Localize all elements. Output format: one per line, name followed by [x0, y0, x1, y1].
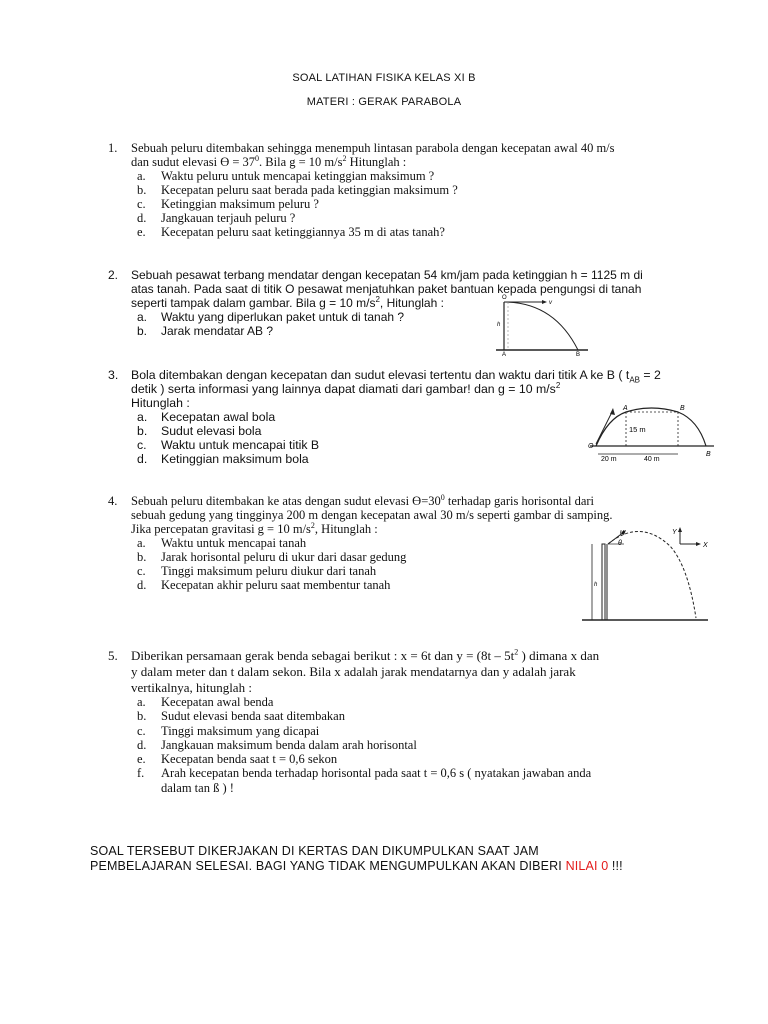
list-item: a. Waktu untuk mencapai tanah: [137, 536, 307, 550]
label-b: B: [576, 352, 581, 356]
question-4-line-2: sebuah gedung yang tingginya 200 m dengan kecepatan awal 30 m/s seperti gambar di samping.: [131, 508, 613, 522]
label-h: h: [497, 322, 501, 328]
figure-building-projectile: [580, 526, 712, 624]
question-2-line-1: Sebuah pesawat terbang mendatar dengan kecepatan 54 km/jam pada ketinggian h = 1125 m di: [131, 268, 643, 282]
closing-line-1: SOAL TERSEBUT DIKERJAKAN DI KERTAS DAN DIKUMPULKAN SAAT JAM: [90, 844, 539, 858]
label-v: v: [549, 300, 552, 306]
list-item: d. Jangkauan maksimum benda dalam arah horisontal: [137, 737, 417, 752]
y-arrowhead: [678, 527, 682, 532]
list-item: b. Jarak horisontal peluru di ukur dari dasar gedung: [137, 550, 407, 564]
label-a: A: [502, 352, 507, 356]
figure-ball-trajectory: [586, 396, 716, 462]
doc-title: SOAL LATIHAN FISIKA KELAS XI B: [292, 72, 476, 84]
list-item: a. Kecepatan awal bola: [137, 410, 276, 424]
list-item: f. Arah kecepatan benda terhadap horisontal pada saat t = 0,6 s ( nyatakan jawaban anda: [137, 766, 592, 781]
figure-airplane-drop: [492, 292, 592, 356]
list-item: e. Kecepatan benda saat t = 0,6 sekon: [137, 752, 338, 767]
label-o: O: [588, 443, 594, 450]
question-1-line-1: Sebuah peluru ditembakan sehingga menempuh lintasan parabola dengan kecepatan awal 40 m/s: [131, 141, 615, 155]
question-3-line-3: Hitunglah :: [131, 396, 190, 410]
question-5-line-3: vertikalnya, hitunglah :: [131, 680, 252, 695]
closing-line-2: PEMBELAJARAN SELESAI. BAGI YANG TIDAK MENGUMPULKAN AKAN DIBERI NILAI 0 !!!: [90, 859, 623, 873]
label-x: X: [703, 542, 708, 549]
list-item: b. Sudut elevasi bola: [137, 424, 262, 438]
question-4-line-3: Jika percepatan gravitasi g = 10 $m/s^2$, Hitunglah :: [131, 520, 378, 536]
label-20m: 20 m: [601, 456, 617, 462]
list-item: a. Kecepatan awal benda: [137, 695, 274, 709]
question-2-line-3: seperti tampak dalam gambar. Bila g = 10 $m/s^2$, Hitunglah :: [131, 295, 444, 310]
list-item: c. Tinggi maksimum yang dicapai: [137, 723, 320, 738]
velocity-arrowhead: [542, 300, 547, 304]
list-item: d. Ketinggian maksimum bola: [137, 452, 309, 466]
doc-subtitle: MATERI : GERAK PARABOLA: [306, 96, 462, 108]
question-5-line-1: Diberikan persamaan gerak benda sebagai berikut : x = 6t dan $y = (8t - 5t^2$ ) dimana x dan: [131, 647, 600, 663]
list-item: d. Jangkauan terjauh peluru ?: [137, 211, 296, 225]
question-number: 2.: [108, 268, 119, 282]
list-item: b. Sudut elevasi benda saat ditembakan: [137, 709, 345, 724]
list-item: a. Waktu yang diperlukan paket untuk di tanah ?: [137, 310, 405, 324]
x-arrowhead: [696, 542, 701, 546]
building-wall: [602, 544, 605, 620]
question-2-line-2: atas tanah. Pada saat di titik O pesawat menjatuhkan paket bantuan kepada pengungsi di tanah: [131, 282, 642, 296]
label-u: u: [620, 529, 624, 536]
label-theta: θ: [618, 540, 622, 547]
list-item: a. Waktu peluru untuk mencapai ketinggian maksimum ?: [137, 169, 435, 183]
question-5: [108, 648, 708, 795]
trajectory-curve: [504, 302, 578, 350]
question-number: 4.: [108, 494, 118, 508]
list-item: e. Kecepatan peluru saat ketinggiannya 35 m di atas tanah?: [137, 225, 445, 239]
question-number: 3.: [108, 368, 119, 382]
label-a: A: [623, 405, 628, 412]
question-number: 5.: [108, 648, 118, 663]
label-b-ground: B: [706, 451, 711, 458]
closing-instruction: [90, 844, 730, 874]
question-5-line-2: y dalam meter dan t dalam sekon. Bila x adalah jarak mendatarnya dan y adalah jarak: [131, 664, 576, 679]
label-height: 15 m: [629, 425, 646, 434]
label-o: O: [502, 295, 507, 301]
list-item: d. Kecepatan akhir peluru saat membentur tanah: [137, 578, 391, 592]
score-warning: NILAI 0: [565, 859, 609, 873]
label-b-top: B: [680, 405, 685, 412]
launch-arrowhead: [610, 408, 615, 415]
list-item: c. Tinggi maksimum peluru diukur dari tanah: [137, 564, 377, 578]
list-item: b. Jarak mendatar AB ?: [137, 324, 274, 338]
launch-arrow: [596, 412, 612, 444]
question-1-line-2: dan sudut elevasi $ϴ = 37^0$. Bila g = 10 $m/s^2$ Hitunglah :: [131, 153, 407, 169]
question-2: [108, 268, 708, 338]
label-h: h: [594, 582, 598, 588]
list-item-continuation: dalam tan ß ) !: [161, 780, 234, 795]
question-1: [108, 141, 708, 239]
question-3-line-1: Bola ditembakan dengan kecepatan dan sudut elevasi tertentu dan waktu dari titik A ke B ( $t_{AB} = 2$: [131, 368, 661, 385]
question-4-line-1: Sebuah peluru ditembakan ke atas dengan sudut elevasi $ϴ=30^0$ terhadap garis horisontal dari: [131, 492, 595, 508]
list-item: c. Waktu untuk mencapai titik B: [137, 438, 320, 452]
question-number: 1.: [108, 141, 118, 155]
question-3-line-2: detik ) serta informasi yang lainnya dapat diamati dari gambar! dan g = 10 $m/s^2$: [131, 380, 561, 396]
label-40m: 40 m: [644, 456, 660, 462]
list-item: c. Ketinggian maksimum peluru ?: [137, 197, 319, 211]
label-y: Y: [672, 529, 677, 536]
list-item: b. Kecepatan peluru saat berada pada ketinggian maksimum ?: [137, 183, 458, 197]
